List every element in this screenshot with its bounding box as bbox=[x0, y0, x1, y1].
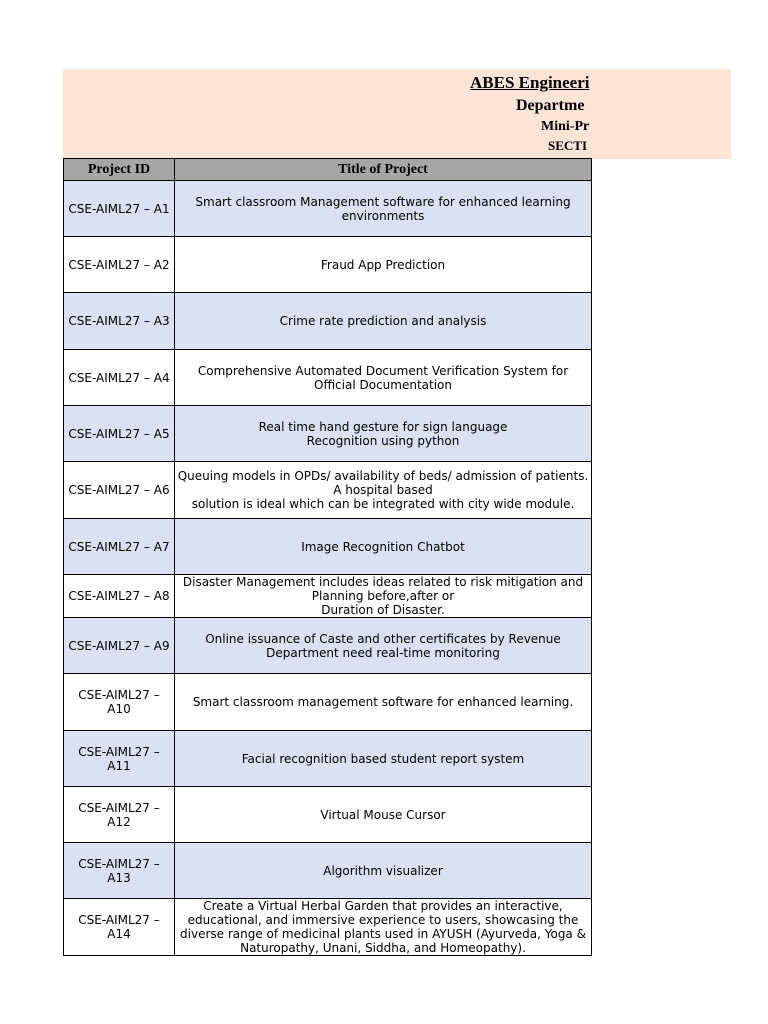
table-row bbox=[64, 350, 592, 406]
table-row bbox=[64, 674, 592, 731]
project-title-text: Smart classroom management software for enhanced learning. bbox=[192, 695, 574, 709]
project-id-cell[interactable]: CSE-AIML27 – A8 bbox=[64, 575, 175, 618]
project-title-cell[interactable] bbox=[175, 618, 592, 674]
column-header-project-id[interactable]: Project ID bbox=[64, 159, 175, 181]
table-row bbox=[64, 237, 592, 293]
project-id-cell[interactable]: CSE-AIML27 – A7 bbox=[64, 519, 175, 575]
project-title-text: Virtual Mouse Cursor bbox=[320, 807, 446, 822]
project-title-cell[interactable] bbox=[175, 350, 592, 406]
project-id-cell[interactable]: CSE-AIML27 – A3 bbox=[64, 293, 175, 350]
section-title-text: SECTI bbox=[548, 138, 588, 153]
project-id-cell[interactable]: CSE-AIML27 – A10 bbox=[64, 674, 175, 731]
project-title-cell[interactable] bbox=[175, 899, 592, 956]
project-title-text: Image Recognition Chatbot bbox=[301, 539, 465, 554]
project-title-text: Crime rate prediction and analysis bbox=[279, 314, 487, 328]
department-title-text: Departme bbox=[516, 97, 585, 114]
project-title-cell[interactable] bbox=[175, 237, 592, 293]
mini-project-title-text: Mini-Pr bbox=[541, 119, 590, 134]
institution-title bbox=[63, 73, 591, 95]
project-id-cell[interactable]: CSE-AIML27 – A12 bbox=[64, 787, 175, 843]
table-row bbox=[64, 181, 592, 237]
mini-project-title bbox=[63, 119, 591, 137]
project-title-cell[interactable] bbox=[175, 462, 592, 519]
table-row bbox=[64, 843, 592, 899]
project-id-cell[interactable]: CSE-AIML27 – A11 bbox=[64, 731, 175, 787]
table-row bbox=[64, 462, 592, 519]
project-table bbox=[63, 158, 592, 956]
project-id-cell[interactable]: CSE-AIML27 – A2 bbox=[64, 237, 175, 293]
project-id-cell[interactable]: CSE-AIML27 – A4 bbox=[64, 350, 175, 406]
project-title-text: Algorithm visualizer bbox=[323, 863, 443, 878]
project-title-cell[interactable] bbox=[175, 575, 592, 618]
project-title-cell[interactable] bbox=[175, 406, 592, 462]
project-title-text: Online issuance of Caste and other certificates by Revenue Department need real-time monitoring bbox=[205, 631, 561, 660]
table-row bbox=[64, 787, 592, 843]
project-id-cell[interactable]: CSE-AIML27 – A9 bbox=[64, 618, 175, 674]
project-title-cell[interactable] bbox=[175, 293, 592, 350]
project-title-cell[interactable] bbox=[175, 181, 592, 237]
table-row bbox=[64, 899, 592, 956]
project-title-text: Queuing models in OPDs/ availability of beds/ admission of patients. A hospital based solution is ideal which can be integrated with city wide module. bbox=[177, 469, 589, 511]
department-title bbox=[63, 97, 591, 119]
project-title-text: Real time hand gesture for sign language Recognition using python bbox=[258, 419, 508, 448]
column-header-title[interactable]: Title of Project bbox=[175, 159, 592, 181]
table-row bbox=[64, 575, 592, 618]
institution-title-text: ABES Engineeri bbox=[470, 73, 590, 92]
project-title-text: Comprehensive Automated Document Verification System for Official Documentation bbox=[197, 363, 569, 392]
table-row bbox=[64, 519, 592, 575]
table-row bbox=[64, 618, 592, 674]
project-title-text: Fraud App Prediction bbox=[320, 257, 446, 272]
project-id-cell[interactable]: CSE-AIML27 – A6 bbox=[64, 462, 175, 519]
table-row bbox=[64, 731, 592, 787]
project-title-text: Disaster Management includes ideas related to risk mitigation and Planning before,after or Duration of Disaster. bbox=[182, 575, 584, 617]
project-id-cell[interactable]: CSE-AIML27 – A14 bbox=[64, 899, 175, 956]
project-title-cell[interactable] bbox=[175, 731, 592, 787]
project-title-cell[interactable] bbox=[175, 843, 592, 899]
project-title-cell[interactable] bbox=[175, 787, 592, 843]
table-row bbox=[64, 293, 592, 350]
project-id-cell[interactable]: CSE-AIML27 – A13 bbox=[64, 843, 175, 899]
project-title-cell[interactable] bbox=[175, 674, 592, 731]
project-id-cell[interactable]: CSE-AIML27 – A5 bbox=[64, 406, 175, 462]
project-id-cell[interactable]: CSE-AIML27 – A1 bbox=[64, 181, 175, 237]
project-title-text: Smart classroom Management software for enhanced learning environments bbox=[195, 194, 571, 223]
section-title bbox=[63, 138, 591, 155]
table-header-row bbox=[64, 159, 592, 181]
project-title-text: Facial recognition based student report system bbox=[241, 751, 525, 766]
table-row bbox=[64, 406, 592, 462]
project-title-cell[interactable] bbox=[175, 519, 592, 575]
project-title-text: Create a Virtual Herbal Garden that provides an interactive, educational, and immersive experience to users, showcasing the diverse range of medicinal plants used in AYUSH (Ayurveda, Yoga & Naturopathy, Unani, Siddha, and Homeopathy). bbox=[180, 899, 586, 955]
